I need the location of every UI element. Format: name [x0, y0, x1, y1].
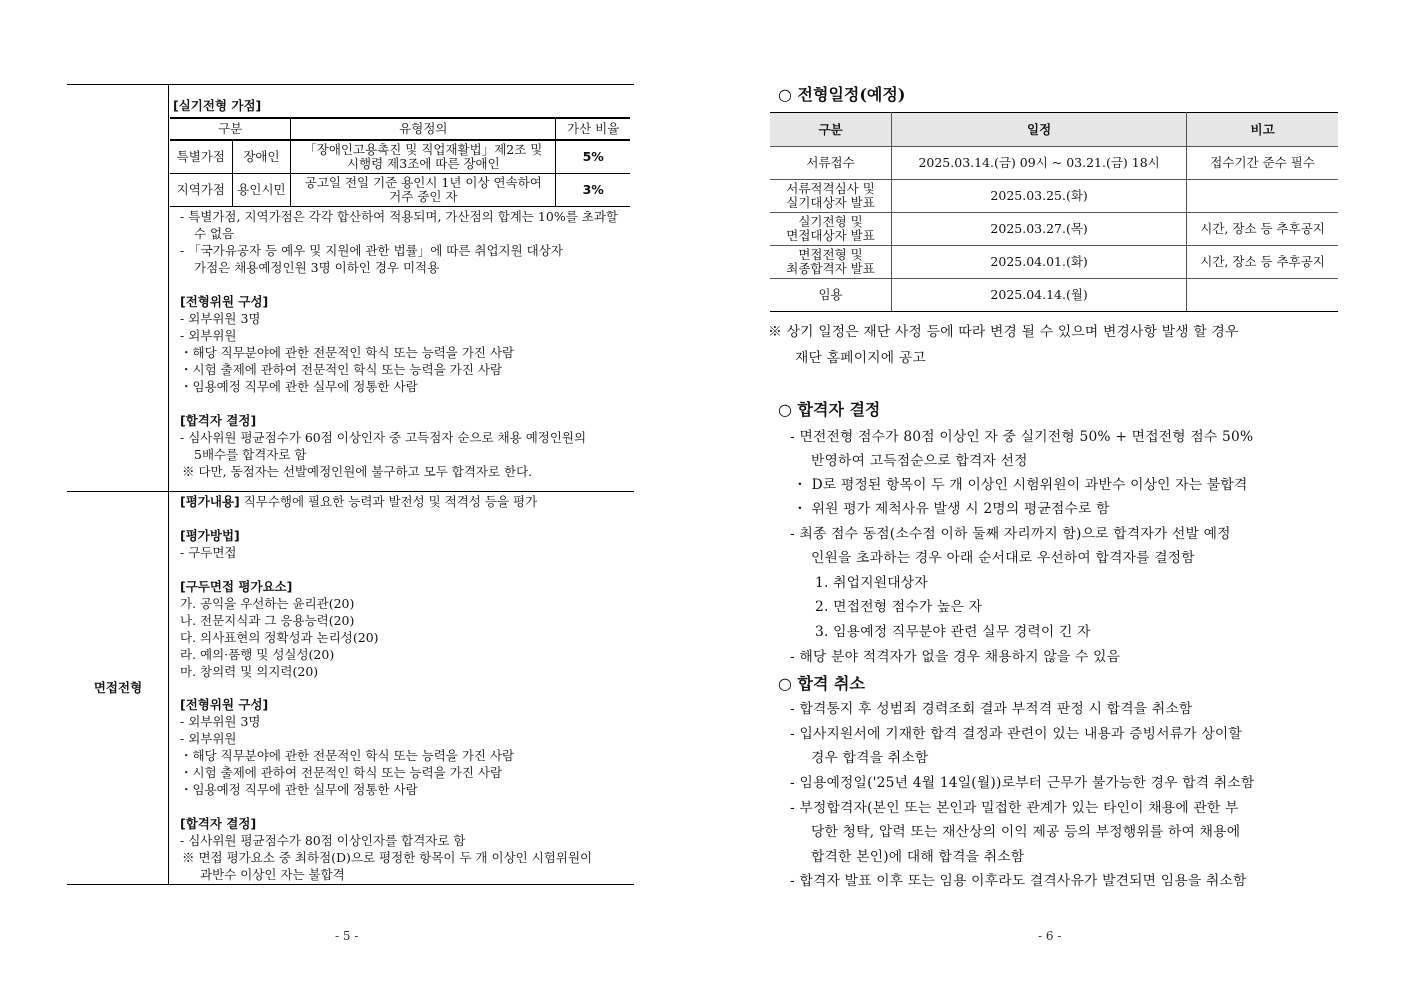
bonus-row-special — [170, 140, 630, 173]
bonus-header-rate: 가산 비율 — [556, 118, 630, 140]
bonus-def-line1: 「장애인고용촉진 및 직업재활법」제2조 및 — [304, 141, 543, 157]
schedule-cell-note: 시간, 장소 등 추후공지 — [1187, 213, 1338, 246]
category-line: 실기전형 및 — [798, 214, 863, 229]
schedule-table-header — [770, 113, 1338, 147]
left-bottom-rule — [67, 884, 634, 885]
pass-decision-interview — [180, 815, 635, 883]
bonus-def-line2: 시행령 제3조에 따른 장애인 — [346, 155, 500, 171]
pass-line: 반영하여 고득점순으로 합격자 선정 — [811, 453, 1028, 469]
schedule-row — [770, 147, 1338, 180]
pass-line: 2. 면접전형 점수가 높은 자 — [815, 599, 983, 615]
category-line: 서류적격심사 및 — [786, 181, 875, 196]
category-line: 서류접수 — [806, 155, 855, 170]
committee-line: ・임용예정 직무에 관한 실무에 정통한 사람 — [180, 379, 418, 394]
schedule-row — [770, 213, 1338, 246]
schedule-note-continued: 재단 홈페이지에 공고 — [795, 350, 926, 366]
bonus-cell-rate: 3% — [556, 173, 630, 206]
schedule-row — [770, 279, 1338, 312]
schedule-cell-date: 2025.03.27.(목) — [892, 213, 1187, 246]
bonus-def-line2: 거주 중인 자 — [389, 188, 458, 204]
committee-title: [전형위원 구성] — [180, 294, 269, 309]
bonus-notes — [180, 208, 635, 276]
oral-elements — [180, 578, 635, 680]
pass-line: - 해당 분야 적격자가 없을 경우 채용하지 않을 수 있음 — [790, 649, 1121, 665]
cancel-line: 합격한 본인)에 대해 합격을 취소함 — [811, 849, 1025, 865]
bonus-cell-definition — [291, 140, 556, 173]
schedule-cell-note — [1187, 279, 1338, 312]
pass-line: - 심사위원 평균점수가 80점 이상인자를 합격자로 함 — [180, 833, 466, 848]
oral-element: 마. 창의력 및 의지력(20) — [180, 664, 319, 679]
page-number-left: - 5 - — [335, 929, 359, 943]
schedule-row — [770, 246, 1338, 279]
pass-line: 과반수 이상인 자는 불합격 — [200, 867, 345, 882]
bonus-note-line: - 「국가유공자 등 예우 및 지원에 관한 법률」에 따른 취업지원 대상자 — [180, 243, 563, 258]
bonus-note-line: 수 없음 — [194, 226, 235, 241]
schedule-cell-category — [770, 213, 892, 246]
category-line: 면접전형 및 — [798, 247, 863, 262]
bonus-cell-rate: 5% — [556, 140, 630, 173]
schedule-cell-category — [770, 180, 892, 213]
cancel-line: 당한 청탁, 압력 또는 재산상의 이익 제공 등의 부정행위를 하여 채용에 — [811, 824, 1241, 840]
committee-line: - 외부위원 — [180, 328, 237, 343]
schedule-cell-category — [770, 147, 892, 180]
eval-method-text: - 구두면접 — [180, 545, 237, 560]
oral-element: 나. 전문지식과 그 응용능력(20) — [180, 613, 355, 628]
committee-line: ・시험 출제에 관하여 전문적인 학식 또는 능력을 가진 사람 — [180, 765, 503, 780]
pass-decision-practical — [180, 412, 635, 480]
schedule-cell-date: 2025.03.14.(금) 09시 ~ 03.21.(금) 18시 — [892, 147, 1187, 180]
pass-line: ※ 면접 평가요소 중 최하점(D)으로 평정한 항목이 두 개 이상인 시험위원이 — [182, 850, 593, 865]
oral-element: 가. 공익을 우선하는 윤리관(20) — [180, 596, 355, 611]
schedule-cell-note: 시간, 장소 등 추후공지 — [1187, 246, 1338, 279]
bonus-table-header — [170, 118, 630, 140]
oral-element: 라. 예의·품행 및 성실성(20) — [180, 647, 335, 662]
schedule-table — [770, 112, 1338, 312]
interview-section-label: 면접전형 — [93, 680, 143, 695]
left-top-rule — [67, 84, 634, 85]
pass-decision-heading: ○ 합격자 결정 — [778, 400, 881, 419]
bonus-note-line: - 특별가점, 지역가점은 각각 합산하여 적용되며, 가산점의 합계는 10%를 초과할 — [180, 209, 618, 224]
schedule-cell-category — [770, 246, 892, 279]
bonus-cell-cat2: 장애인 — [232, 140, 291, 173]
committee-line: - 외부위원 — [180, 731, 237, 746]
oral-element: 다. 의사표현의 정확성과 논리성(20) — [180, 630, 379, 645]
committee-line: ・시험 출제에 관하여 전문적인 학식 또는 능력을 가진 사람 — [180, 362, 503, 377]
schedule-cell-note: 접수기간 준수 필수 — [1187, 147, 1338, 180]
cancel-line: - 합격자 발표 이후 또는 임용 이후라도 결격사유가 발견되면 임용을 취소함 — [790, 873, 1247, 889]
bonus-cell-cat1: 지역가점 — [170, 173, 232, 206]
eval-content-title: [평가내용] — [180, 494, 240, 509]
pass-line: 3. 임용예정 직무분야 관련 실무 경력이 긴 자 — [815, 624, 1091, 640]
schedule-row — [770, 180, 1338, 213]
bonus-cell-cat2: 용인시민 — [232, 173, 291, 206]
committee-line: ・해당 직무분야에 관한 전문적인 학식 또는 능력을 가진 사람 — [180, 748, 515, 763]
schedule-header-note: 비고 — [1187, 113, 1338, 147]
pass-line: - 심사위원 평균점수가 60점 이상인자 중 고득점자 순으로 채용 예정인원의 — [180, 430, 587, 445]
practical-bonus-title: [실기전형 가점] — [173, 98, 262, 113]
committee-section-practical — [180, 293, 635, 395]
pass-line: ・ D로 평정된 항목이 두 개 이상인 시험위원이 과반수 이상인 자는 불합격 — [793, 477, 1248, 493]
cancel-line: - 입사지원서에 기재한 합격 결정과 관련이 있는 내용과 증빙서류가 상이할 — [790, 726, 1242, 742]
eval-method-title: [평가방법] — [180, 528, 240, 543]
pass-line: ※ 다만, 동점자는 선발예정인원에 불구하고 모두 합격자로 한다. — [182, 464, 533, 479]
cancel-line: - 합격통지 후 성범죄 경력조회 결과 부적격 판정 시 합격을 취소함 — [790, 701, 1193, 717]
schedule-header-date: 일정 — [892, 113, 1187, 147]
bonus-header-definition: 유형정의 — [291, 118, 556, 140]
schedule-header-category: 구분 — [770, 113, 892, 147]
pass-line: - 최종 점수 동점(소수점 이하 둘째 자리까지 함)으로 합격자가 선발 예정 — [790, 526, 1231, 542]
committee-section-interview — [180, 696, 635, 798]
left-column-divider — [168, 84, 169, 884]
category-line: 실기대상자 발표 — [786, 195, 875, 210]
category-line: 임용 — [818, 287, 843, 302]
pass-title: [합격자 결정] — [180, 816, 257, 831]
committee-line: - 외부위원 3명 — [180, 311, 261, 326]
bonus-cell-definition — [291, 173, 556, 206]
page-number-right: - 6 - — [1038, 929, 1062, 943]
committee-line: - 외부위원 3명 — [180, 714, 261, 729]
cancel-line: - 부정합격자(본인 또는 본인과 밀접한 관계가 있는 타인이 채용에 관한 부 — [790, 800, 1239, 816]
schedule-cell-date: 2025.04.01.(화) — [892, 246, 1187, 279]
pass-line: 5배수를 합격자로 함 — [194, 447, 307, 462]
schedule-cell-date: 2025.04.14.(월) — [892, 279, 1187, 312]
cancel-line: - 임용예정일('25년 4월 14일(월))로부터 근무가 불가능한 경우 합격 취소함 — [790, 775, 1255, 791]
category-line: 면접대상자 발표 — [786, 228, 875, 243]
bonus-row-regional — [170, 173, 630, 206]
committee-title: [전형위원 구성] — [180, 697, 269, 712]
bonus-note-line: 가점은 채용예정인원 3명 이하인 경우 미적용 — [194, 260, 440, 275]
bonus-header-category: 구분 — [170, 118, 291, 140]
bonus-def-line1: 공고일 전일 기준 용인시 1년 이상 연속하여 — [304, 174, 542, 190]
bonus-cell-cat1: 특별가점 — [170, 140, 232, 173]
oral-elements-title: [구두면접 평가요소] — [180, 579, 293, 594]
schedule-cell-note — [1187, 180, 1338, 213]
eval-method — [180, 527, 635, 561]
pass-line: ・ 위원 평가 제척사유 발생 시 2명의 평균점수로 함 — [793, 501, 1110, 517]
committee-line: ・임용예정 직무에 관한 실무에 정통한 사람 — [180, 782, 418, 797]
pass-line: 인원을 초과하는 경우 아래 순서대로 우선하여 합격자를 결정함 — [811, 550, 1195, 566]
cancel-line: 경우 합격을 취소함 — [811, 750, 929, 766]
schedule-heading: ○ 전형일정(예정) — [778, 85, 906, 104]
pass-line: - 면전전형 점수가 80점 이상인 자 중 실기전형 50% + 면접전형 점수 50% — [790, 429, 1254, 445]
category-line: 최종합격자 발표 — [786, 261, 875, 276]
schedule-cell-date: 2025.03.25.(화) — [892, 180, 1187, 213]
cancel-heading: ○ 합격 취소 — [778, 674, 865, 693]
schedule-cell-category — [770, 279, 892, 312]
pass-line: 1. 취업지원대상자 — [815, 575, 928, 591]
bonus-table — [170, 117, 630, 207]
eval-content — [180, 493, 635, 510]
pass-title: [합격자 결정] — [180, 413, 257, 428]
schedule-note: ※ 상기 일정은 재단 사정 등에 따라 변경 될 수 있으며 변경사항 발생 할 경우 — [768, 324, 1239, 340]
left-mid-rule — [67, 491, 634, 492]
committee-line: ・해당 직무분야에 관한 전문적인 학식 또는 능력을 가진 사람 — [180, 345, 515, 360]
eval-content-text: 직무수행에 필요한 능력과 발전성 및 적격성 등을 평가 — [239, 494, 538, 509]
